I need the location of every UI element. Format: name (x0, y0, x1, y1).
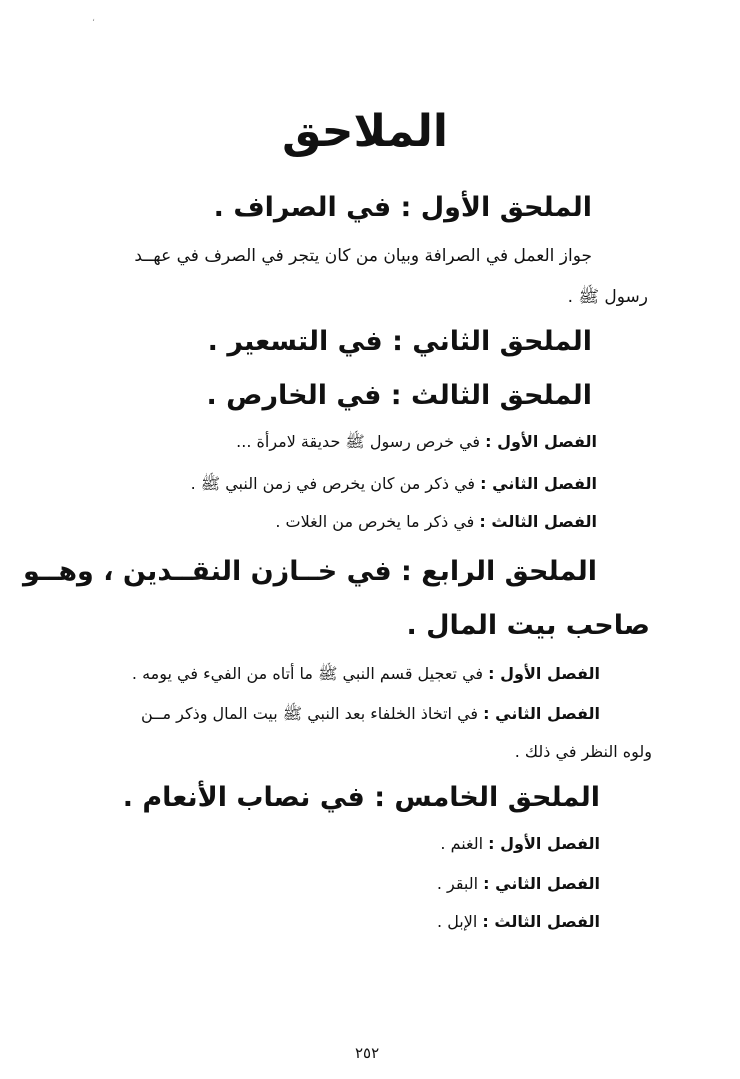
appendix-5-section-3 (437, 912, 600, 931)
appendix-4-section-2-cont: ولوه النظر في ذلك . (514, 742, 652, 761)
appendix-3-section-3 (275, 512, 597, 531)
section-text: الإبل . (437, 912, 478, 931)
appendix-3-heading: الملحق الثالث : في الخارص . (206, 380, 592, 411)
section-label: الفصل الثاني : (483, 704, 600, 723)
section-label: الفصل الثالث : (479, 512, 597, 531)
section-label: الفصل الثالث : (482, 912, 600, 931)
appendix-5-section-1 (440, 834, 600, 853)
appendix-2-heading: الملحق الثاني : في التسعير . (207, 326, 592, 357)
section-text: في خرص رسول ﷺ حديقة لامرأة ... (236, 432, 481, 451)
section-text: في اتخاذ الخلفاء بعد النبي ﷺ بيت المال وذكر مــن (140, 704, 479, 723)
section-label: الفصل الثاني : (483, 874, 600, 893)
appendix-4-section-1 (132, 664, 600, 687)
page-title: الملاحق (282, 106, 448, 157)
appendix-5-section-2 (437, 874, 600, 893)
appendix-5-heading: الملحق الخامس : في نصاب الأنعام . (122, 782, 600, 813)
section-text: البقر . (436, 874, 479, 893)
section-text: الغنم . (440, 834, 484, 853)
section-label: الفصل الأول : (488, 664, 600, 683)
appendix-1-description-cont: رسول ﷺ . (567, 287, 648, 307)
section-text: في ذكر ما يخرص من الغلات . (275, 512, 475, 531)
section-label: الفصل الأول : (488, 834, 600, 853)
section-label: الفصل الأول : (485, 432, 597, 451)
section-text: في تعجيل قسم النبي ﷺ ما أتاه من الفيء في يومه . (131, 664, 484, 683)
page-number: ٢٥٢ (355, 1044, 380, 1062)
section-label: الفصل الثاني : (480, 474, 597, 493)
appendix-1-description: جواز العمل في الصرافة وبيان من كان يتجر في الصرف في عهــد (134, 246, 592, 266)
scan-speck: ، (92, 14, 95, 24)
section-text: في ذكر من كان يخرص في زمن النبي ﷺ . (190, 474, 476, 493)
appendix-4-heading-cont: صاحب بيت المال . (406, 610, 650, 641)
appendix-4-heading: الملحق الرابع : في خــازن النقــدين ، وهــو (22, 556, 597, 587)
appendix-1-heading: الملحق الأول : في الصراف . (213, 192, 592, 223)
appendix-4-section-2 (141, 704, 600, 727)
appendix-3-section-2 (191, 474, 597, 497)
appendix-3-section-1 (236, 432, 597, 455)
